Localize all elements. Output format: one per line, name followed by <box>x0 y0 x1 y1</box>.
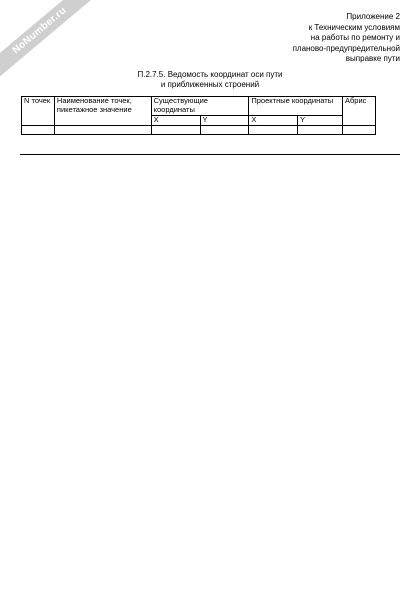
title-line-1: П.2.7.5. Ведомость координат оси пути <box>137 70 283 79</box>
header-abris: Абрис <box>343 97 376 126</box>
horizontal-divider <box>20 154 400 155</box>
existing-y-header: Y <box>200 116 249 126</box>
appendix-line-4: планово-предупредительной <box>292 43 400 53</box>
table-cell <box>54 125 151 134</box>
table-cell <box>200 125 249 134</box>
table-cell <box>343 125 376 134</box>
table-cell <box>298 125 343 134</box>
table-cell <box>22 125 55 134</box>
table-cell <box>151 125 200 134</box>
header-point-number: N точек <box>22 97 55 126</box>
appendix-line-3: на работы по ремонту и <box>310 33 400 42</box>
watermark-text: NoNumber.ru <box>10 4 69 57</box>
header-existing-coordinates: Существующие координаты <box>151 97 249 116</box>
appendix-line-2: к Техническим условиям <box>308 22 400 32</box>
table-row <box>22 125 376 134</box>
document-title <box>0 70 420 90</box>
header-project-coordinates: Проектные координаты <box>249 97 343 116</box>
appendix-line-1: Приложение 2 <box>346 12 400 21</box>
title-line-2: и приближенных строений <box>160 80 260 89</box>
coordinates-table <box>21 96 376 135</box>
table-cell <box>249 125 298 134</box>
header-row <box>22 97 376 116</box>
project-x-header: X <box>249 116 298 126</box>
appendix-line-5: выправке пути <box>345 54 400 63</box>
appendix-note <box>293 12 400 65</box>
header-point-name: Наименование точек, пикетажное значение <box>54 97 151 126</box>
existing-x-header: X <box>151 116 200 126</box>
project-y-header: Y <box>298 116 343 126</box>
